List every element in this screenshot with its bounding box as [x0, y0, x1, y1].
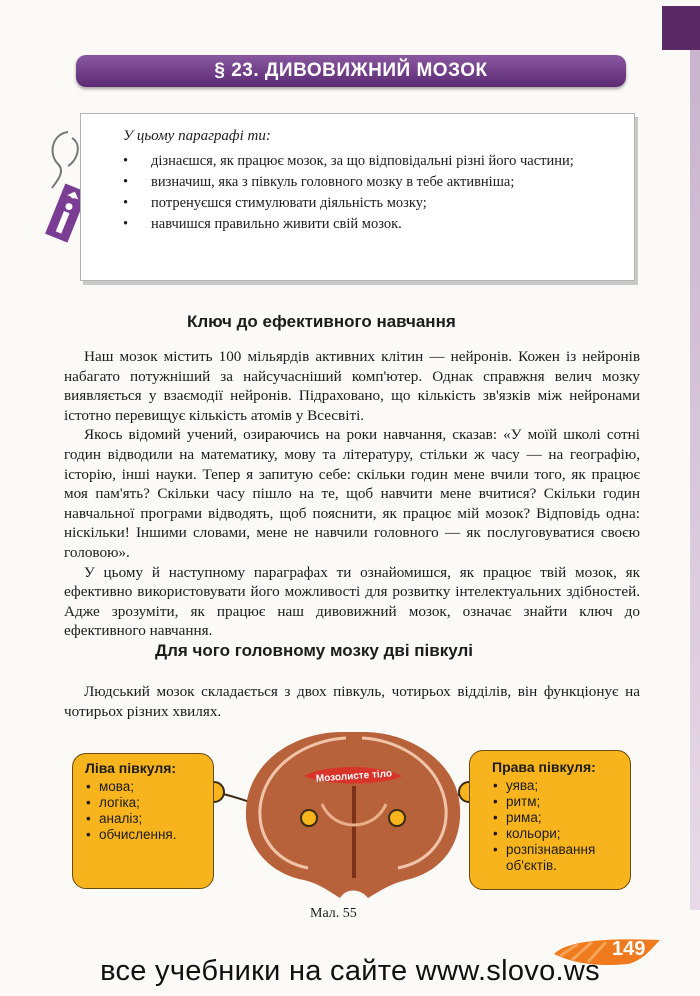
function-item: • рима;	[492, 810, 630, 826]
left-hemisphere-list	[85, 779, 213, 843]
body-paragraph: Якось відомий учений, озираючись на роки навчання, сказав: «У моїй школі сотні годин відводили на математику, мову та літературу, стільки ж часу — на географію, історію, інші науки. Тепер я запитую себе: скільки годин мене вчили того, як працює моя пам'ять? Скільки часу пішло на те, щоб навчити мене вчитися? Скільки годин навчальної програми відводять, щоб пояснити, як працює мій мозок? Відповідь одна: ніскільки! Іншими словами, мене не навчили головного — як послуговуватися своєю головою».	[64, 426, 640, 561]
objective-item: • потренуєшся стимулювати діяльність мозку;	[111, 194, 621, 213]
edge-stripe	[690, 50, 700, 910]
brain-label: Мозолисте тіло	[315, 768, 393, 785]
objectives-title: У цьому параграфі ти:	[123, 128, 271, 144]
objectives-list	[111, 152, 621, 236]
body-paragraph: У цьому й наступному параграфах ти ознайомишся, як працює твій мозок, як ефективно використовувати його можливості для розвитку інтелектуальних здібностей. Адже зрозуміти, як працює наш дивовижний мозок, означає знайти ключ до ефективного навчання.	[64, 563, 640, 640]
function-item: • обчислення.	[85, 827, 213, 843]
figure-caption: Мал. 55	[310, 906, 357, 921]
objectives-box	[80, 113, 635, 281]
section-text	[64, 347, 640, 641]
left-hemisphere-title: Ліва півкуля:	[85, 760, 177, 776]
brain-hemispheres-figure	[64, 728, 644, 900]
right-hemisphere-box	[469, 750, 631, 890]
objective-item: • навчишся правильно живити свій мозок.	[111, 215, 621, 234]
function-item: • логіка;	[85, 795, 213, 811]
section-text	[64, 682, 640, 721]
paragraph-title: § 23. ДИВОВИЖНИЙ МОЗОК	[214, 60, 488, 81]
function-item: • кольори;	[492, 826, 630, 842]
body-paragraph: Людський мозок складається з двох півкуль, чотирьох відділів, він функціонує на чотирьох різних хвилях.	[64, 683, 640, 720]
function-item: • розпізнавання об'єктів.	[492, 842, 630, 874]
section-heading: Ключ до ефективного навчання	[187, 312, 456, 331]
objective-item: • дізнаєшся, як працює мозок, за що відповідальні різні його частини;	[111, 152, 621, 171]
corner-tab	[662, 6, 700, 50]
function-item: • ритм;	[492, 794, 630, 810]
left-hemisphere-box	[72, 753, 214, 889]
body-paragraph: Наш мозок містить 100 мільярдів активних клітин — нейронів. Кожен із нейронів набагато потужніший за найсучасніший комп'ютер. Однак справжня велич мозку виявляється у взаємодії нейронів. Підраховано, що кількість зв'язків між нейронами істотно перевищує кількість атомів у Всесвіті.	[64, 348, 640, 424]
function-item: • аналіз;	[85, 811, 213, 827]
section-heading: Для чого головному мозку дві півкулі	[155, 641, 473, 660]
watermark-footer: все учебники на сайте www.slovo.ws	[100, 955, 600, 987]
function-item: • мова;	[85, 779, 213, 795]
paragraph-title-banner	[76, 55, 626, 87]
objective-item: • визначиш, яка з півкуль головного мозку в тебе активніша;	[111, 173, 621, 192]
page-number: 149	[612, 938, 646, 960]
right-hemisphere-list	[492, 778, 630, 874]
function-item: • уява;	[492, 778, 630, 794]
right-hemisphere-title: Права півкуля:	[492, 759, 596, 775]
